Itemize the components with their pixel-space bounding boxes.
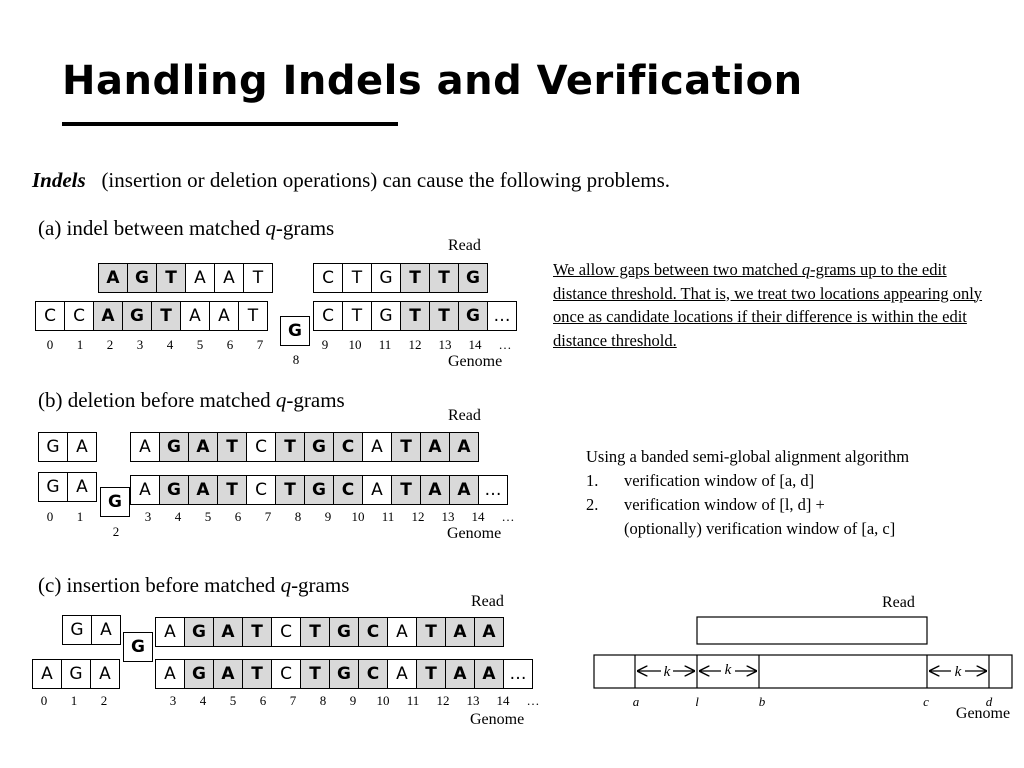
position-number: 11 [381,509,395,524]
note-post: -grams up to the edit distance threshold. That is, we treat two locations appearing only once as candidate locations if their difference is within the edit distance threshold. [553,260,983,350]
position-number: 8 [319,693,327,708]
position-number: 13 [466,693,480,708]
nucleotide-cell: A [180,301,210,331]
nucleotide-cell: A [98,263,128,293]
nucleotide-cell: … [478,475,508,505]
section-a-suffix: -grams [275,216,335,240]
position-number: 2 [106,337,114,352]
nucleotide-cell: G [371,263,401,293]
position-number: 3 [144,509,152,524]
position-number: … [501,509,515,524]
nucleotide-cell: C [313,301,343,331]
section-c-q: q [280,573,292,597]
section-a-read-right [313,263,488,293]
nucleotide-cell: C [313,263,343,293]
nucleotide-cell: G [38,472,68,502]
section-c-nums-right [158,693,548,709]
nucleotide-cell: T [391,432,421,462]
nucleotide-cell: A [213,659,243,689]
nucleotide-cell: C [271,617,301,647]
k-label-1: k [663,664,671,680]
nucleotide-cell: G [304,432,334,462]
nucleotide-cell: A [474,617,504,647]
nucleotide-cell: A [420,475,450,505]
nucleotide-cell: T [342,301,372,331]
nucleotide-cell: A [185,263,215,293]
nucleotide-cell: A [188,432,218,462]
nucleotide-cell: T [275,475,305,505]
position-number: 4 [199,693,207,708]
k-label-3: k [954,664,962,680]
verification-item-2-text: verification window of [l, d] + [624,495,825,514]
nucleotide-cell: A [449,475,479,505]
page-title: Handling Indels and Verification [62,58,803,104]
position-number: 4 [166,337,174,352]
verification-item-1 [586,469,1006,493]
nucleotide-cell: T [242,617,272,647]
position-number: 10 [376,693,390,708]
position-number: 4 [174,509,182,524]
section-b-suffix: -grams [286,388,345,412]
section-c-read-left [62,615,121,645]
position-number: 13 [441,509,455,524]
section-c-read-right [155,617,504,647]
nucleotide-cell: A [387,617,417,647]
nucleotide-cell: C [35,301,65,331]
marker-l: l [695,694,699,709]
nucleotide-cell: A [67,432,97,462]
nucleotide-cell: C [246,432,276,462]
section-a-genome-left [35,301,268,331]
position-number: 8 [294,509,302,524]
window-genome-label: Genome [955,705,1011,720]
section-c-nums-left [29,693,119,709]
verification-item-2-num: 2. [586,495,599,514]
section-a-genome-label: Genome [448,353,503,370]
nucleotide-cell: A [387,659,417,689]
nucleotide-cell: A [214,263,244,293]
nucleotide-cell: G [122,301,152,331]
nucleotide-cell: A [91,615,121,645]
marker-b: b [758,694,766,709]
position-number: 13 [438,337,452,352]
nucleotide-cell: T [429,301,459,331]
nucleotide-cell: A [362,432,392,462]
position-number: 9 [324,509,332,524]
nucleotide-cell: A [209,301,239,331]
nucleotide-cell: T [429,263,459,293]
position-number: 10 [348,337,362,352]
verification-extra: (optionally) verification window of [a, c] [624,519,896,538]
position-number: 0 [40,693,48,708]
section-b-gap-cell: G [100,487,130,517]
section-b-heading-text: (b) deletion before matched [38,388,276,412]
position-number: 6 [259,693,267,708]
section-b-genome-left [38,472,97,502]
nucleotide-cell: T [217,475,247,505]
nucleotide-cell: A [213,617,243,647]
position-number: 7 [264,509,272,524]
nucleotide-cell: A [93,301,123,331]
verification-list [586,445,1006,541]
nucleotide-cell: T [300,617,330,647]
position-number: 0 [46,509,54,524]
position-number: 14 [471,509,485,524]
verification-window-diagram [580,610,1020,720]
nucleotide-cell: G [62,615,92,645]
position-number: 14 [496,693,510,708]
position-number: 7 [289,693,297,708]
nucleotide-cell: G [371,301,401,331]
nucleotide-cell: T [156,263,186,293]
position-number: 1 [76,509,84,524]
window-read-label: Read [882,594,915,611]
nucleotide-cell: A [362,475,392,505]
section-c-genome-right [155,659,533,689]
nucleotide-cell: T [238,301,268,331]
nucleotide-cell: … [487,301,517,331]
nucleotide-cell: A [155,617,185,647]
section-c-heading [38,573,349,598]
k-label-2: k [724,662,732,678]
section-b-genome-label: Genome [447,525,502,542]
section-b-read-left [38,432,97,462]
section-c-genome-label: Genome [470,711,525,728]
nucleotide-cell: G [184,659,214,689]
window-read-box [697,617,927,644]
section-c-genome-left [32,659,120,689]
nucleotide-cell: A [155,659,185,689]
position-number: 0 [46,337,54,352]
marker-d: d [985,694,993,709]
marker-c: c [923,694,929,709]
section-a-gap-cell: G [280,316,310,346]
nucleotide-cell: A [445,617,475,647]
nucleotide-cell: T [242,659,272,689]
position-number: 14 [468,337,482,352]
section-c-suffix: -grams [291,573,350,597]
section-a-nums-left [35,337,275,353]
position-number: 12 [408,337,422,352]
nucleotide-cell: T [400,301,430,331]
position-number: 5 [204,509,212,524]
section-a-q: q [265,216,276,240]
nucleotide-cell: A [420,432,450,462]
nucleotide-cell: C [333,432,363,462]
position-number: 5 [196,337,204,352]
nucleotide-cell: G [159,432,189,462]
nucleotide-cell: G [159,475,189,505]
section-a-gap-num: 8 [292,352,300,367]
section-a-note [553,258,1003,352]
position-number: 1 [70,693,78,708]
verification-item-2 [586,493,1006,517]
nucleotide-cell: T [391,475,421,505]
marker-a: a [632,694,640,709]
nucleotide-cell: C [64,301,94,331]
position-number: 3 [136,337,144,352]
section-b-read-label: Read [448,407,481,424]
nucleotide-cell: A [90,659,120,689]
section-c-read-label: Read [471,593,504,610]
nucleotide-cell: G [304,475,334,505]
section-a-read-left [98,263,273,293]
position-number: … [498,337,512,352]
position-number: 2 [100,693,108,708]
section-a-heading-text: (a) indel between matched [38,216,266,240]
nucleotide-cell: G [127,263,157,293]
nucleotide-cell: T [416,659,446,689]
section-a-genome-right [313,301,517,331]
position-number: 1 [76,337,84,352]
nucleotide-cell: A [67,472,97,502]
nucleotide-cell: G [458,263,488,293]
verification-item-1-text: verification window of [a, d] [624,471,815,490]
section-a-nums-right [310,337,520,353]
nucleotide-cell: C [333,475,363,505]
nucleotide-cell: G [329,659,359,689]
nucleotide-cell: G [184,617,214,647]
position-number: 6 [234,509,242,524]
nucleotide-cell: C [246,475,276,505]
section-b-genome-right [130,475,508,505]
position-number: 5 [229,693,237,708]
position-number: 6 [226,337,234,352]
note-pre: We allow gaps between two matched [553,260,802,279]
position-number: 9 [321,337,329,352]
nucleotide-cell: G [458,301,488,331]
position-number: 11 [378,337,392,352]
intro-line [32,168,670,193]
title-underline [62,122,398,126]
nucleotide-cell: G [61,659,91,689]
position-number: 9 [349,693,357,708]
section-a-heading [38,216,334,241]
note-q: q [801,260,811,279]
nucleotide-cell: A [449,432,479,462]
nucleotide-cell: C [358,617,388,647]
nucleotide-cell: … [503,659,533,689]
nucleotide-cell: T [243,263,273,293]
verification-intro: Using a banded semi-global alignment algorithm [586,447,910,466]
nucleotide-cell: T [217,432,247,462]
nucleotide-cell: A [32,659,62,689]
section-b-gap-num: 2 [112,524,120,539]
section-c-gap-cell: G [123,632,153,662]
section-b-heading [38,388,345,413]
nucleotide-cell: C [358,659,388,689]
intro-text: (insertion or deletion operations) can cause the following problems. [101,168,671,192]
nucleotide-cell: T [275,432,305,462]
nucleotide-cell: T [400,263,430,293]
nucleotide-cell: T [151,301,181,331]
nucleotide-cell: G [329,617,359,647]
nucleotide-cell: A [130,432,160,462]
section-b-q: q [275,388,287,412]
intro-term: Indels [32,168,86,192]
nucleotide-cell: T [342,263,372,293]
nucleotide-cell: A [188,475,218,505]
section-a-read-label: Read [448,237,481,254]
section-b-nums-left [35,509,95,525]
position-number: 11 [406,693,420,708]
position-number: 7 [256,337,264,352]
position-number: 10 [351,509,365,524]
position-number: … [526,693,540,708]
section-b-nums-right [133,509,523,525]
section-c-heading-text: (c) insertion before matched [38,573,281,597]
nucleotide-cell: T [416,617,446,647]
nucleotide-cell: A [445,659,475,689]
nucleotide-cell: G [38,432,68,462]
section-b-read-right [130,432,479,462]
verification-item-1-num: 1. [586,471,599,490]
position-number: 12 [436,693,450,708]
nucleotide-cell: C [271,659,301,689]
nucleotide-cell: A [474,659,504,689]
position-number: 3 [169,693,177,708]
nucleotide-cell: A [130,475,160,505]
nucleotide-cell: T [300,659,330,689]
position-number: 12 [411,509,425,524]
